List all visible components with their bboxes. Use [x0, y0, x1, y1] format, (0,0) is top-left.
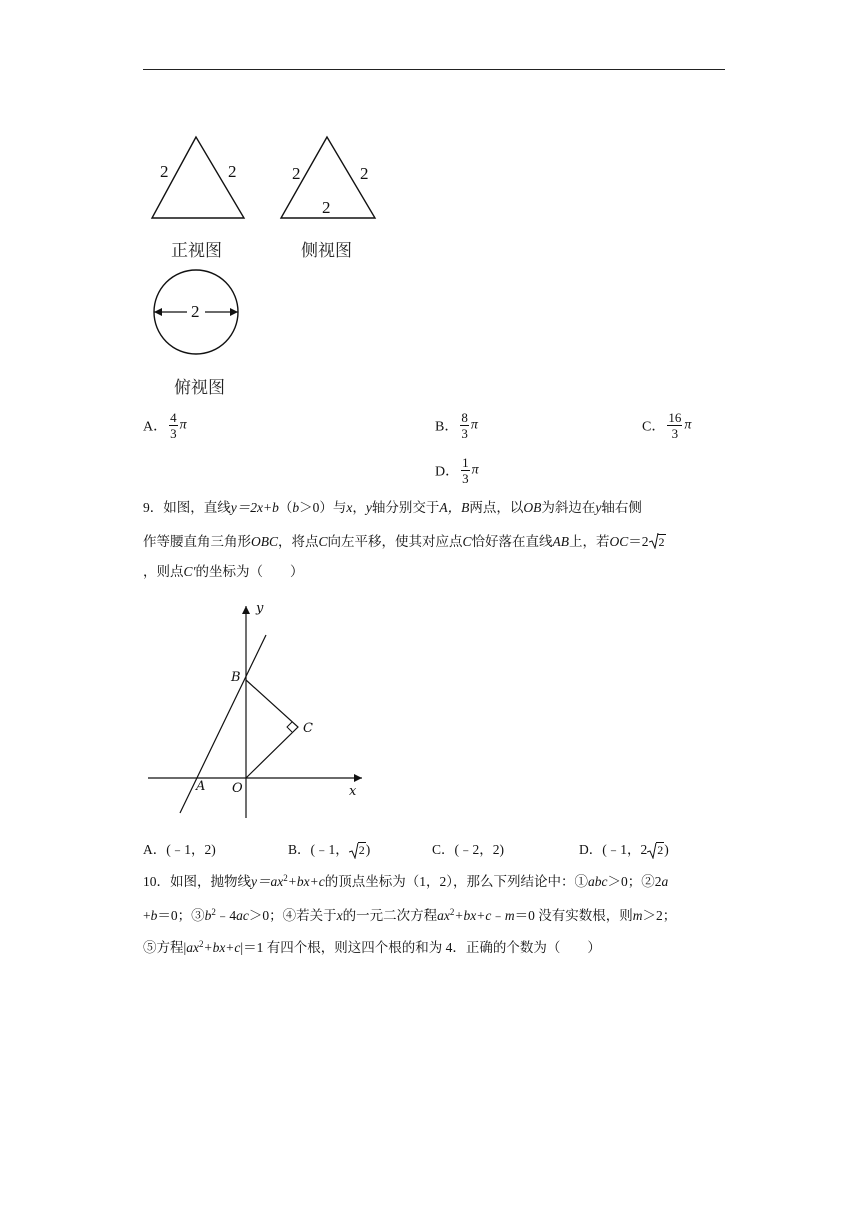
q9-option-d[interactable]: D．(﹣1，2 2)	[579, 842, 669, 857]
q9-option-b[interactable]: B．(﹣1， 2)	[288, 842, 371, 857]
fig-label-a: A	[196, 779, 206, 794]
header-rule	[143, 69, 725, 70]
triangle-obc	[246, 680, 298, 778]
front-right-length: 2	[228, 162, 237, 181]
q8-option-d[interactable]: D． $\frac{1}{3}$ π	[435, 455, 479, 486]
q10-line-2: +b＝0；$③b^2﹣4ac>0$；④若关于x的一元二次方程$ax^2+bx+c﹣m=0$ 没有实数根，则m＞2；	[143, 907, 677, 923]
fig-label-x: x	[349, 784, 357, 799]
right-angle-mark	[287, 722, 292, 732]
q9-coordinate-figure	[140, 598, 380, 823]
side-view-label: 侧视图	[301, 241, 352, 261]
q10-line-3: ⑤方程$|ax^2+bx+c|=1$ 有四个根，则这四个根的和为 4．正确的个数为（ ）	[143, 939, 601, 955]
arrow-right-icon	[230, 308, 238, 316]
q9-line-1: 9．如图，直线y＝2x+b（b＞0）与x，y轴分别交于A，B两点，以OB为斜边在y轴右侧	[143, 500, 642, 515]
q9-line-3: ，则点C′的坐标为（ ）	[143, 564, 304, 579]
q9-line-2: 作等腰直角三角形OBC，将点C向左平移，使其对应点C恰好落在直线AB上，若OC＝2 2	[143, 534, 665, 549]
side-base-length: 2	[322, 198, 331, 217]
top-view-label: 俯视图	[174, 378, 225, 398]
front-view-label: 正视图	[171, 241, 222, 261]
front-left-length: 2	[160, 162, 169, 181]
q8-option-b[interactable]: B． $\frac{8}{3}$ π	[435, 410, 478, 441]
fig-label-c: C	[303, 721, 313, 736]
side-right-length: 2	[360, 164, 369, 183]
side-left-length: 2	[292, 164, 301, 183]
y-axis-arrow-icon	[242, 606, 250, 614]
line-ab	[180, 635, 266, 813]
q9-option-c[interactable]: C．(﹣2，2)	[432, 842, 504, 857]
q8-option-c[interactable]: C． $\frac{16}{3}$ π	[642, 410, 692, 441]
fig-label-o: O	[232, 781, 243, 796]
fig-label-y: y	[256, 601, 264, 616]
q9-option-a[interactable]: A．(﹣1，2)	[143, 842, 216, 857]
fig-label-b: B	[231, 670, 241, 685]
top-diameter: 2	[191, 302, 200, 321]
x-axis-arrow-icon	[354, 774, 362, 782]
q8-option-a[interactable]: A． $\frac{4}{3}$ π	[143, 410, 187, 441]
q10-line-1: 10．如图，抛物线$y=ax^2+bx+c$的顶点坐标为（1，2），那么下列结论中：①abc＞0；②2a	[143, 873, 669, 889]
arrow-left-icon	[154, 308, 162, 316]
